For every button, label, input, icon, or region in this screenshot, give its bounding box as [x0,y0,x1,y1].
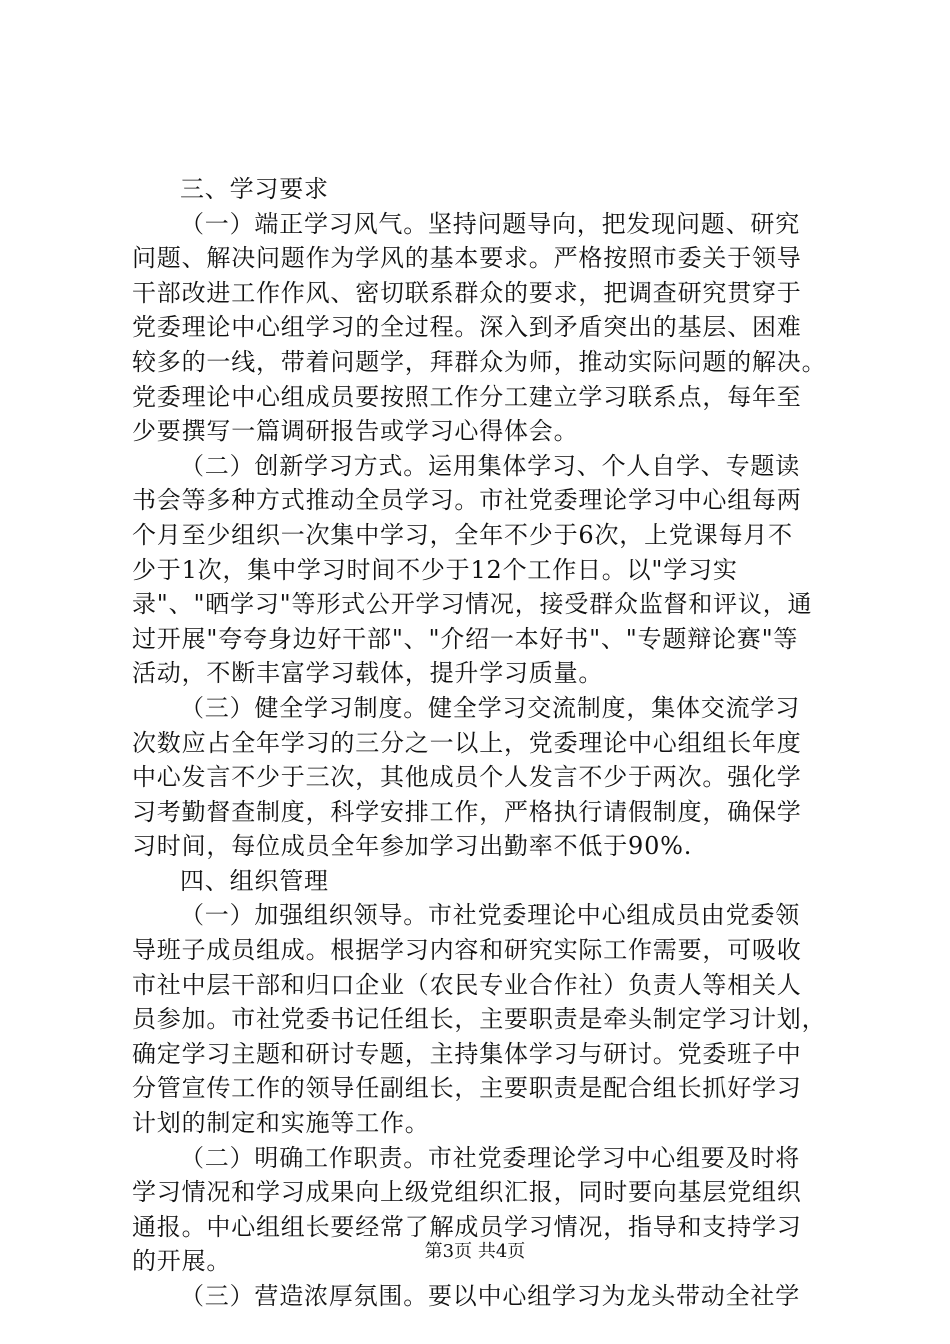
paragraph-line: （二）明确工作职责。市社党委理论学习中心组要及时将 [180,1143,800,1172]
paragraph-line: （三）营造浓厚氛围。要以中心组学习为龙头带动全社学 [180,1282,800,1310]
paragraph-4-3 [132,1279,832,1314]
paragraph-line: 较多的一线，带着问题学，拜群众为师，推动实际问题的解决。 [132,347,827,376]
paragraph-line: 过开展"夸夸身边好干部"、"介绍一本好书"、"专题辩论赛"等 [132,624,799,653]
paragraph-line: 少于1次，集中学习时间不少于12个工作日。以"学习实 [132,555,738,584]
page-footer: 第3页 共4页 [424,1241,526,1262]
paragraph-line: 少要撰写一篇调研报告或学习心得体会。 [132,417,579,446]
document-body [132,172,832,1314]
paragraph-line: 中心发言不少于三次，其他成员个人发言不少于两次。强化学 [132,763,802,792]
paragraph-3-2 [132,449,832,691]
paragraph-line: 通报。中心组组长要经常了解成员学习情况，指导和支持学习 [132,1212,802,1241]
paragraph-line: 党委理论中心组学习的全过程。深入到矛盾突出的基层、困难 [132,313,802,342]
paragraph-line: 导班子成员组成。根据学习内容和研究实际工作需要，可吸收 [132,936,802,965]
paragraph-line: 员参加。市社党委书记任组长，主要职责是牵头制定学习计划， [132,1005,827,1034]
paragraph-line: 问题、解决问题作为学风的基本要求。严格按照市委关于领导 [132,244,802,273]
paragraph-line: 个月至少组织一次集中学习，全年不少于6次，上党课每月不 [132,520,793,549]
paragraph-line: 确定学习主题和研讨专题，主持集体学习与研讨。党委班子中 [132,1039,802,1068]
paragraph-line: 分管宣传工作的领导任副组长，主要职责是配合组长抓好学习 [132,1074,802,1103]
section-heading-3 [132,172,832,207]
paragraph-line: 的开展。 [132,1247,232,1276]
paragraph-line: （一）端正学习风气。坚持问题导向，把发现问题、研究 [180,209,800,238]
section-heading-4 [132,864,832,899]
paragraph-line: （二）创新学习方式。运用集体学习、个人自学、专题读 [180,451,800,480]
paragraph-line: 活动，不断丰富学习载体，提升学习质量。 [132,659,604,688]
paragraph-line: 书会等多种方式推动全员学习。市社党委理论学习中心组每两 [132,486,802,515]
paragraph-line: （三）健全学习制度。健全学习交流制度，集体交流学习 [180,693,800,722]
paragraph-line: 次数应占全年学习的三分之一以上，党委理论中心组组长年度 [132,728,802,757]
paragraph-line: 录"、"晒学习"等形式公开学习情况，接受群众监督和评议，通 [132,590,813,619]
paragraph-line: 计划的制定和实施等工作。 [132,1109,430,1138]
paragraph-line: 四、组织管理 [180,866,329,895]
paragraph-3-3 [132,691,832,864]
paragraph-line: 学习情况和学习成果向上级党组织汇报，同时要向基层党组织 [132,1178,802,1207]
paragraph-line: 市社中层干部和归口企业（农民专业合作社）负责人等相关人 [132,970,802,999]
paragraph-4-1 [132,898,832,1140]
paragraph-3-1 [132,207,832,449]
paragraph-line: 三、学习要求 [180,175,329,203]
paragraph-line: （一）加强组织领导。市社党委理论中心组成员由党委领 [180,901,800,930]
paragraph-line: 习考勤督查制度，科学安排工作，严格执行请假制度，确保学 [132,797,802,826]
paragraph-line: 党委理论中心组成员要按照工作分工建立学习联系点，每年至 [132,382,802,411]
paragraph-line: 习时间，每位成员全年参加学习出勤率不低于90%. [132,832,693,861]
paragraph-line: 干部改进工作作风、密切联系群众的要求，把调查研究贯穿于 [132,278,802,307]
